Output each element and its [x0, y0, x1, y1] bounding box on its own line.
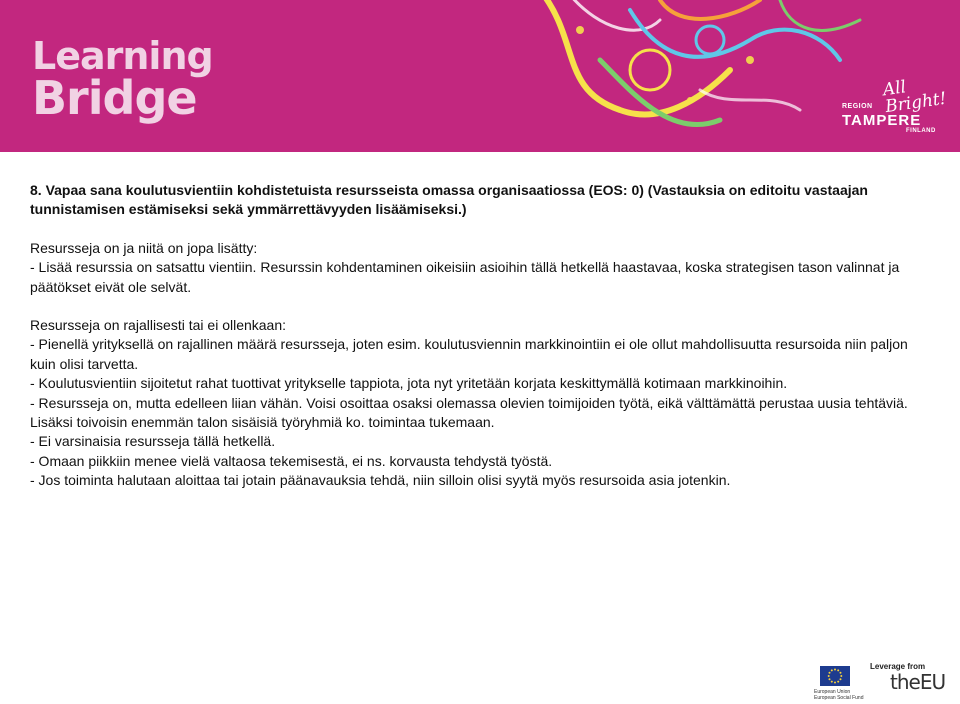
- list-item: - Ei varsinaisia resursseja tällä hetkellä.: [30, 433, 276, 450]
- main-content: [30, 181, 910, 491]
- country-label: FINLAND: [906, 128, 936, 134]
- section-heading: Resursseja on rajallisesti tai ei ollenkaan:: [30, 317, 287, 334]
- slogan-all-bright: All Bright!: [881, 77, 948, 118]
- list-item: - Lisää resurssia on satsattu vientiin. Resurssin kohdentaminen oikeisiin asioihin tällä hetkellä haastavaa, koska strategisen tason valinnat ja päätökset eivät ole selvät.: [30, 259, 900, 295]
- the-eu-label: theEU: [890, 670, 946, 694]
- section-heading: Resursseja on ja niitä on jopa lisätty:: [30, 239, 258, 256]
- list-item: - Koulutusvientiin sijoitetut rahat tuottivat yritykselle tappiota, jota nyt yritetään korjata keskittymällä kotimaan markkinoihin.: [30, 375, 788, 392]
- list-item: - Omaan piikkiin menee vielä valtaosa tekemisestä, ei ns. korvausta tehdystä työstä.: [30, 452, 553, 469]
- eu-footer-logo: [810, 660, 955, 704]
- spacer: [30, 220, 910, 239]
- header-banner: [0, 0, 960, 152]
- eu-flag-icon: [820, 666, 850, 686]
- region-label: REGION: [842, 103, 873, 110]
- logo-bridge: Bridge: [32, 71, 197, 125]
- city-label: TAMPERE: [842, 112, 922, 129]
- question-title: 8. Vapaa sana koulutusvientiin kohdistetuista resursseista omassa organisaatiossa (EOS: 0) (Vastauksia on editoitu vastaajan tunnistamisen estämiseksi sekä ymmärrettävyyden lisäämiseksi.): [30, 182, 868, 218]
- list-item: - Jos toiminta halutaan aloittaa tai jotain päänavauksia tehdä, niin silloin olisi syytä myös resursoida asia jotenkin.: [30, 472, 731, 489]
- region-tampere-logo: [840, 77, 948, 138]
- spacer: [30, 297, 910, 316]
- list-item: - Pienellä yrityksellä on rajallinen määrä resursseja, joten esim. koulutusviennin markkinointiin ei ole ollut mahdollisuutta resursoida niin paljon kuin olisi tarvetta.: [30, 336, 908, 372]
- leverage-label: Leverage from: [870, 662, 926, 671]
- list-item: - Resursseja on, mutta edelleen liian vähän. Voisi osoittaa osaksi olemassa olevien toimijoiden työtä, eikä välttämättä perustaa uusia tehtäviä. Lisäksi toivoisin enemmän talon sisäisiä työryhmiä ko. toimintaa tukemaan.: [30, 394, 908, 431]
- eu-fund-label: European Social Fund: [814, 695, 864, 701]
- decorative-art: [400, 0, 880, 152]
- logo-learning: Learning: [32, 34, 213, 78]
- eu-union-label: European Union: [814, 689, 851, 695]
